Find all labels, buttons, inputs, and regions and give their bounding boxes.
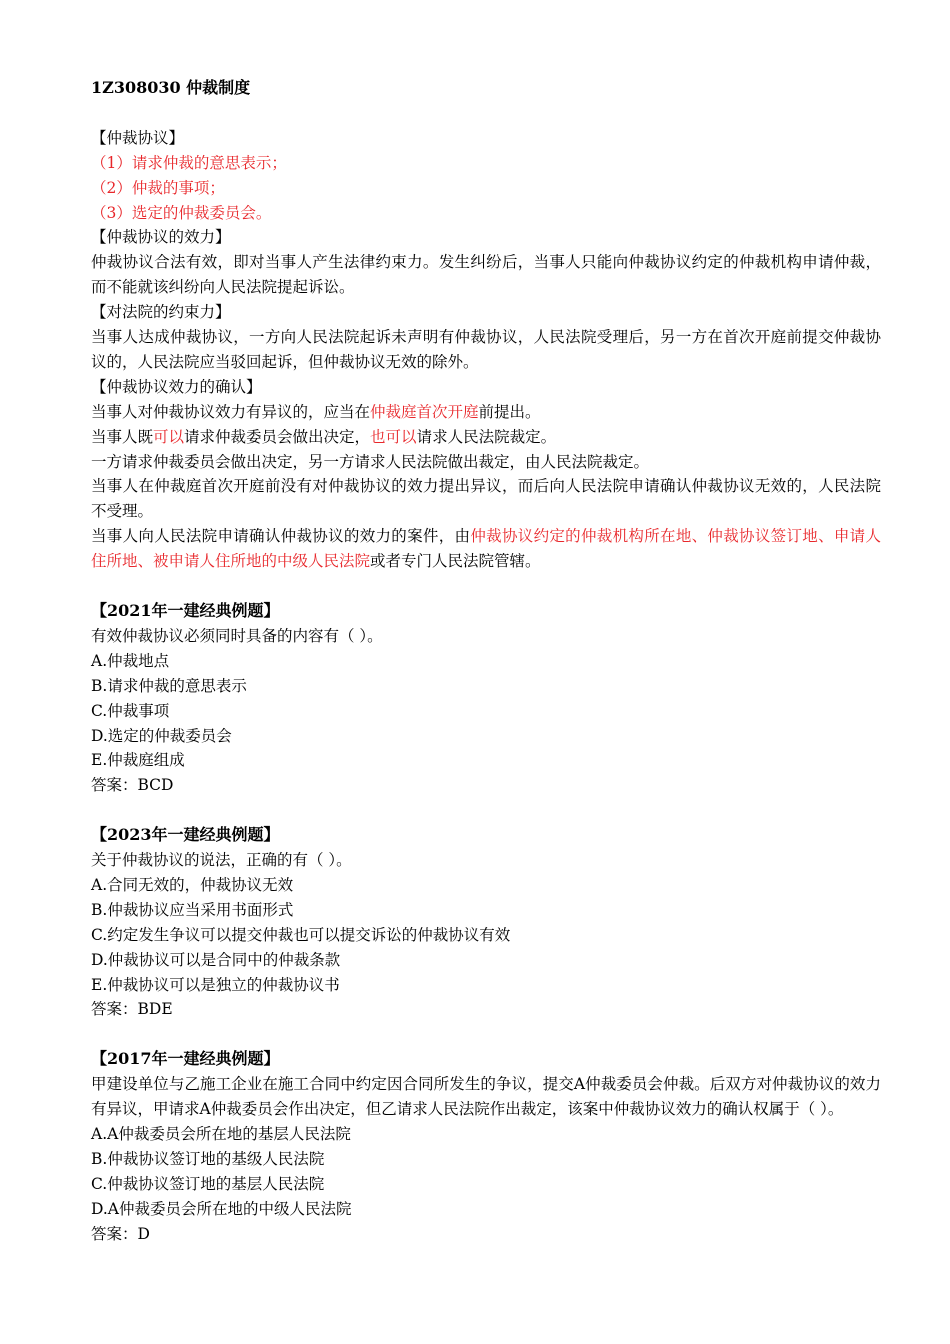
option-d: D.A仲裁委员会所在地的中级人民法院 [91, 1199, 352, 1218]
list-item: （1）请求仲裁的意思表示； [91, 153, 287, 172]
option-e: E.仲裁协议可以是独立的仲裁协议书 [91, 975, 340, 994]
option-a: A.仲裁地点 [91, 651, 170, 670]
option-a: A.合同无效的，仲裁协议无效 [91, 875, 294, 894]
spacer [91, 574, 881, 599]
spacer [91, 101, 881, 126]
option-a: A.A仲裁委员会所在地的基层人民法院 [91, 1125, 351, 1143]
option-c: C.约定发生争议可以提交仲裁也可以提交诉讼的仲裁协议有效 [91, 925, 511, 944]
paragraph [91, 425, 881, 450]
option-b: B.仲裁协议应当采用书面形式 [91, 900, 294, 919]
section-heading-effect-confirmation: 【仲裁协议效力的确认】 [91, 377, 262, 396]
example-heading-2021: 【2021年一建经典例题】 [91, 601, 280, 620]
paragraph: 仲裁协议合法有效，即对当事人产生法律约束力。发生纠纷后，当事人只能向仲裁协议约定的仲裁机构申请仲裁，而不能就该纠纷向人民法院提起诉讼。 [91, 253, 881, 297]
highlight-text: 也可以 [370, 427, 417, 446]
option-b: B.请求仲裁的意思表示 [91, 676, 247, 695]
section-heading-court-binding: 【对法院的约束力】 [91, 303, 231, 322]
highlight-text: 仲裁庭首次开庭 [370, 402, 479, 421]
highlight-text: 仲裁协议约定的仲裁机构所在地、仲裁协议签订地、申请人住所地、被申请人住所地的中级人民法院 [91, 527, 881, 571]
text-run: 请求人民法院裁定。 [416, 427, 557, 446]
text-run: 请求仲裁委员会做出决定， [184, 427, 371, 446]
section-heading-arbitration-agreement: 【仲裁协议】 [91, 128, 185, 147]
answer-text: 答案：BDE [91, 1000, 173, 1019]
answer-text: 答案：D [91, 1224, 150, 1243]
option-c: C.仲裁事项 [91, 701, 170, 720]
spacer [91, 798, 881, 823]
text-run: 当事人既 [91, 427, 154, 446]
option-c: C.仲裁协议签订地的基层人民法院 [91, 1174, 325, 1193]
paragraph: 当事人在仲裁庭首次开庭前没有对仲裁协议的效力提出异议，而后向人民法院申请确认仲裁协议无效的，人民法院不受理。 [91, 477, 881, 521]
option-d: D.仲裁协议可以是合同中的仲裁条款 [91, 950, 341, 969]
question-text: 甲建设单位与乙施工企业在施工合同中约定因合同所发生的争议，提交A仲裁委员会仲裁。后双方对仲裁协议的效力有异议，甲请求A仲裁委员会作出决定，但乙请求人民法院作出裁定，该案中仲裁协议效力的确认权属于（ ）。 [91, 1075, 881, 1119]
question-text: 有效仲裁协议必须同时具备的内容有（ ）。 [91, 626, 383, 645]
spacer [91, 1022, 881, 1047]
option-d: D.选定的仲裁委员会 [91, 726, 232, 745]
list-item: （3）选定的仲裁委员会。 [91, 203, 272, 222]
option-e: E.仲裁庭组成 [91, 751, 185, 770]
text-run: 或者专门人民法院管辖。 [370, 552, 541, 571]
section-heading-agreement-effect: 【仲裁协议的效力】 [91, 228, 231, 247]
question-text: 关于仲裁协议的说法，正确的有（ ）。 [91, 851, 352, 870]
page-title: 1Z308030 仲裁制度 [91, 78, 251, 97]
example-heading-2017: 【2017年一建经典例题】 [91, 1049, 280, 1069]
list-item: （2）仲裁的事项； [91, 178, 225, 197]
paragraph [91, 400, 881, 425]
highlight-text: 可以 [153, 427, 185, 446]
text-run: 前提出。 [478, 402, 541, 421]
text-run: 当事人向人民法院申请确认仲裁协议的效力的案件，由 [91, 527, 471, 546]
answer-text: 答案：BCD [91, 776, 174, 795]
text-run: 当事人对仲裁协议效力有异议的，应当在 [91, 402, 371, 421]
paragraph [91, 524, 881, 574]
paragraph: 一方请求仲裁委员会做出决定，另一方请求人民法院做出裁定，由人民法院裁定。 [91, 452, 650, 471]
document-body [91, 76, 881, 1247]
example-heading-2023: 【2023年一建经典例题】 [91, 825, 280, 845]
paragraph: 当事人达成仲裁协议，一方向人民法院起诉未声明有仲裁协议，人民法院受理后，另一方在首次开庭前提交仲裁协议的，人民法院应当驳回起诉，但仲裁协议无效的除外。 [91, 328, 881, 371]
option-b: B.仲裁协议签订地的基级人民法院 [91, 1149, 325, 1168]
